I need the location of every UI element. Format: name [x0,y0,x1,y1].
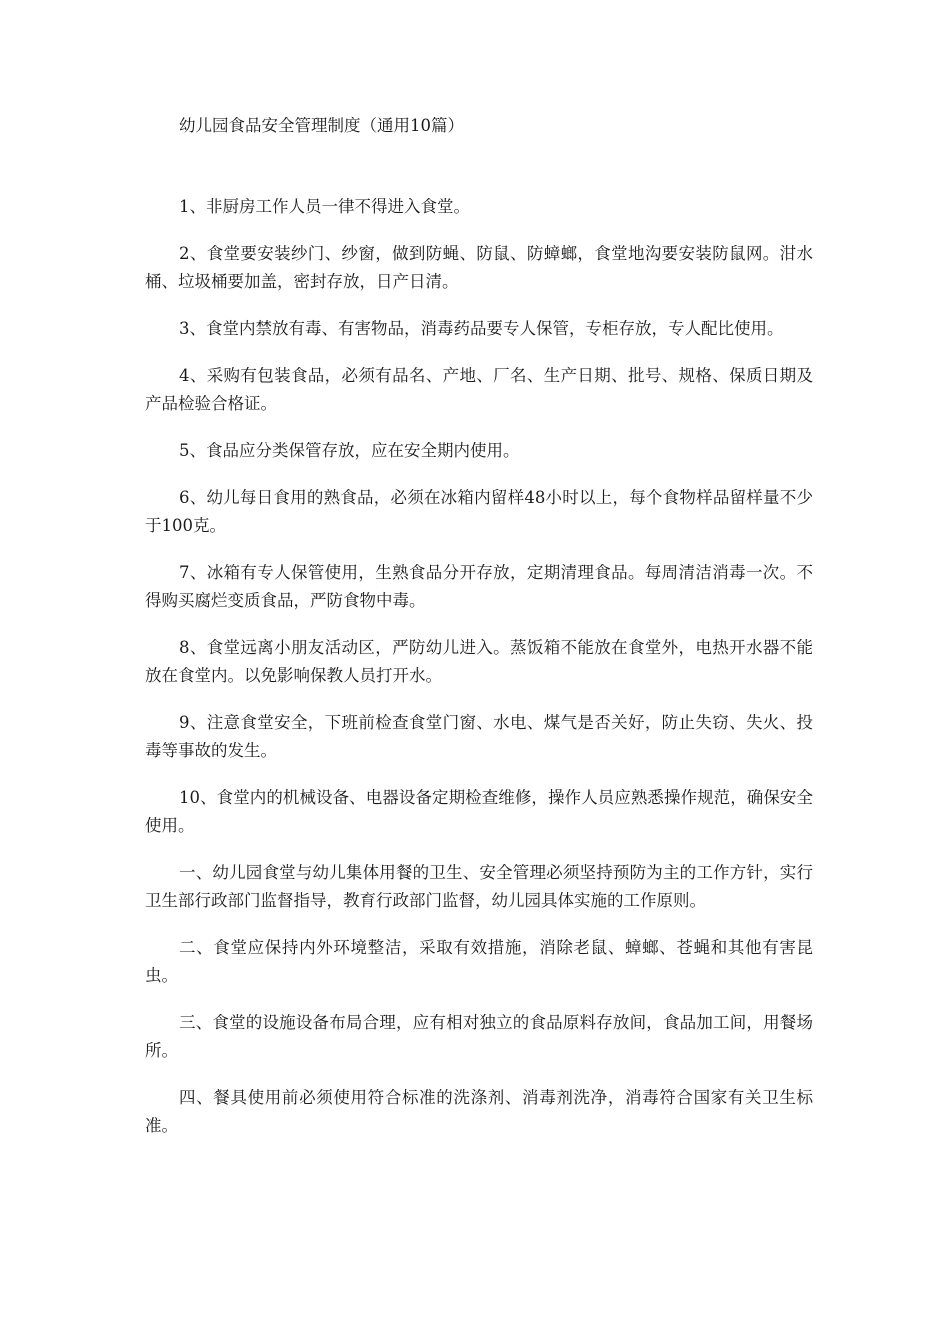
paragraph-1: 1、非厨房工作人员一律不得进入食堂。 [179,197,470,216]
paragraph-er: 二、食堂应保持内外环境整洁，采取有效措施，消除老鼠、蟑螂、苍蝇和其他有害昆虫。 [145,938,813,985]
paragraph-2: 2、食堂要安装纱门、纱窗，做到防蝇、防鼠、防蟑螂，食堂地沟要安装防鼠网。泔水桶、垃圾桶要加盖，密封存放，日产日清。 [145,244,813,291]
paragraph-4: 4、采购有包装食品，必须有品名、产地、厂名、生产日期、批号、规格、保质日期及产品检验合格证。 [145,366,813,413]
document-title: 幼儿园食品安全管理制度（通用10篇） [179,116,464,135]
paragraph-si: 四、餐具使用前必须使用符合标准的洗涤剂、消毒剂洗净，消毒符合国家有关卫生标准。 [145,1088,813,1135]
paragraph-10: 10、食堂内的机械设备、电器设备定期检查维修，操作人员应熟悉操作规范，确保安全使用。 [145,788,813,835]
paragraph-9: 9、注意食堂安全，下班前检查食堂门窗、水电、煤气是否关好，防止失窃、失火、投毒等事故的发生。 [145,713,813,760]
paragraph-yi: 一、幼儿园食堂与幼儿集体用餐的卫生、安全管理必须坚持预防为主的工作方针，实行卫生部行政部门监督指导，教育行政部门监督，幼儿园具体实施的工作原则。 [145,863,813,910]
paragraph-3: 3、食堂内禁放有毒、有害物品，消毒药品要专人保管，专柜存放，专人配比使用。 [179,319,784,338]
paragraph-8: 8、食堂远离小朋友活动区，严防幼儿进入。蒸饭箱不能放在食堂外，电热开水器不能放在食堂内。以免影响保教人员打开水。 [145,638,813,685]
paragraph-san: 三、食堂的设施设备布局合理，应有相对独立的食品原料存放间，食品加工间，用餐场所。 [145,1013,813,1060]
paragraph-5: 5、食品应分类保管存放，应在安全期内使用。 [179,441,520,460]
paragraph-7: 7、冰箱有专人保管使用，生熟食品分开存放，定期清理食品。每周清洁消毒一次。不得购买腐烂变质食品，严防食物中毒。 [145,563,813,610]
document-body [145,112,813,1159]
paragraph-6: 6、幼儿每日食用的熟食品，必须在冰箱内留样48小时以上，每个食物样品留样量不少于100克。 [145,488,813,535]
